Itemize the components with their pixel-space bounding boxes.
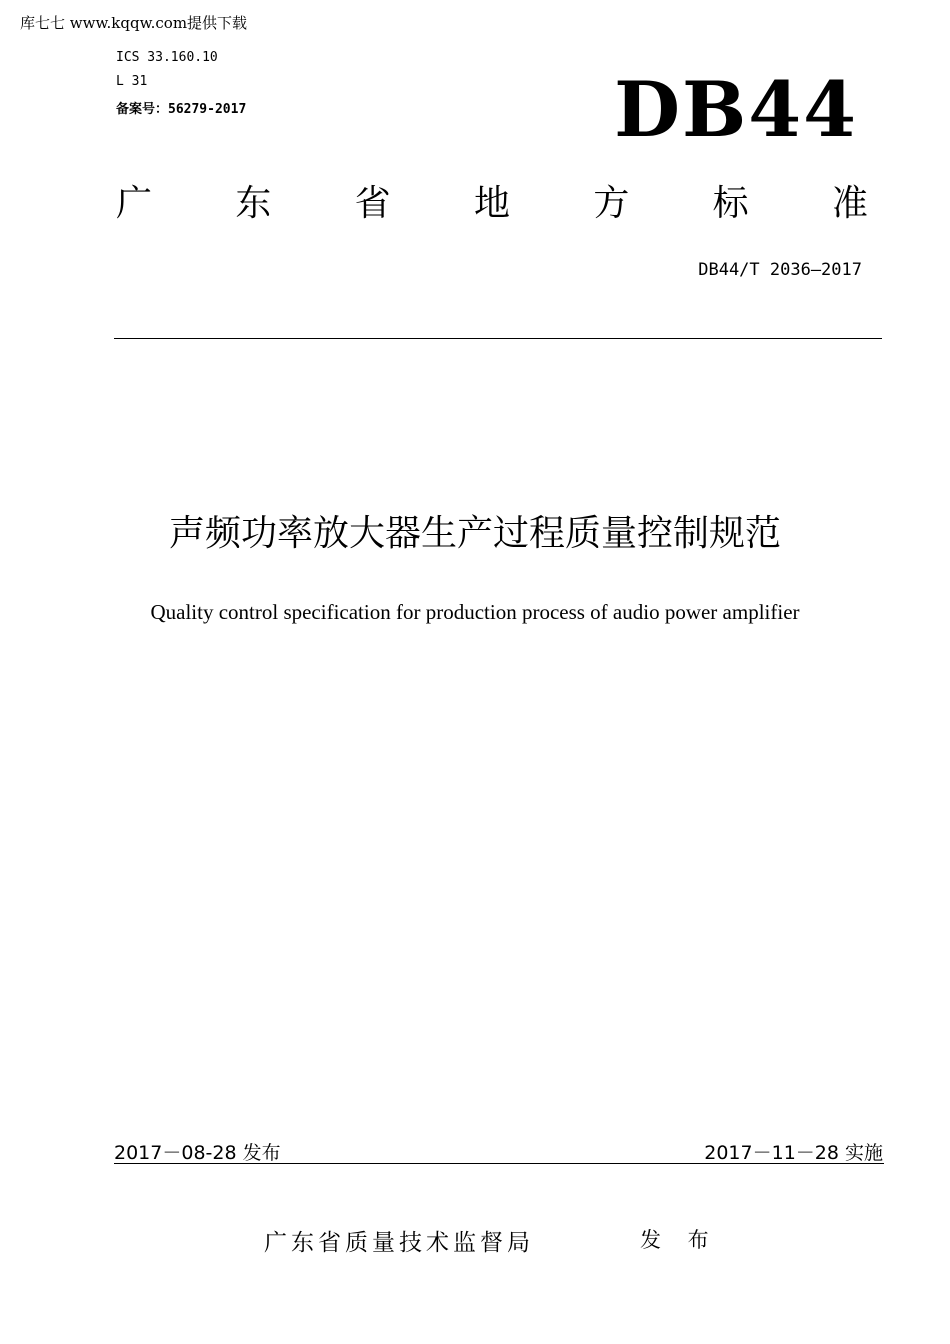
ics-code: ICS 33.160.10 bbox=[116, 50, 218, 65]
standard-type-char: 省 bbox=[354, 183, 391, 224]
standard-number: DB44/T 2036—2017 bbox=[698, 260, 862, 280]
top-divider bbox=[114, 338, 882, 339]
standard-type-char: 方 bbox=[593, 183, 630, 224]
bottom-divider bbox=[114, 1163, 884, 1164]
document-title-chinese-text: 声频功率放大器生产过程质量控制规范 bbox=[168, 513, 781, 554]
ccs-code: L 31 bbox=[116, 74, 148, 89]
document-title-chinese bbox=[0, 514, 950, 554]
standard-type-char: 准 bbox=[831, 183, 868, 224]
issuing-authority: 广东省质量技术监督局 bbox=[264, 1230, 534, 1256]
standard-type-heading bbox=[116, 183, 868, 224]
issue-date: 2017－08-28 发布 bbox=[114, 1142, 281, 1164]
implementation-date: 2017－11－28 实施 bbox=[704, 1142, 883, 1164]
standard-type-char: 广 bbox=[116, 183, 153, 224]
standard-type-char: 标 bbox=[712, 183, 749, 224]
standard-type-char: 东 bbox=[235, 183, 272, 224]
standard-logo: DB44 bbox=[614, 65, 858, 154]
issued-label: 发 布 bbox=[640, 1228, 719, 1252]
record-number: 备案号：56279-2017 bbox=[116, 102, 247, 117]
standard-type-char: 地 bbox=[473, 183, 510, 224]
document-title-english: Quality control specification for production process of audio power amplifier bbox=[150, 600, 800, 624]
watermark-text: 库七七 www.kqqw.com提供下载 bbox=[20, 14, 248, 32]
